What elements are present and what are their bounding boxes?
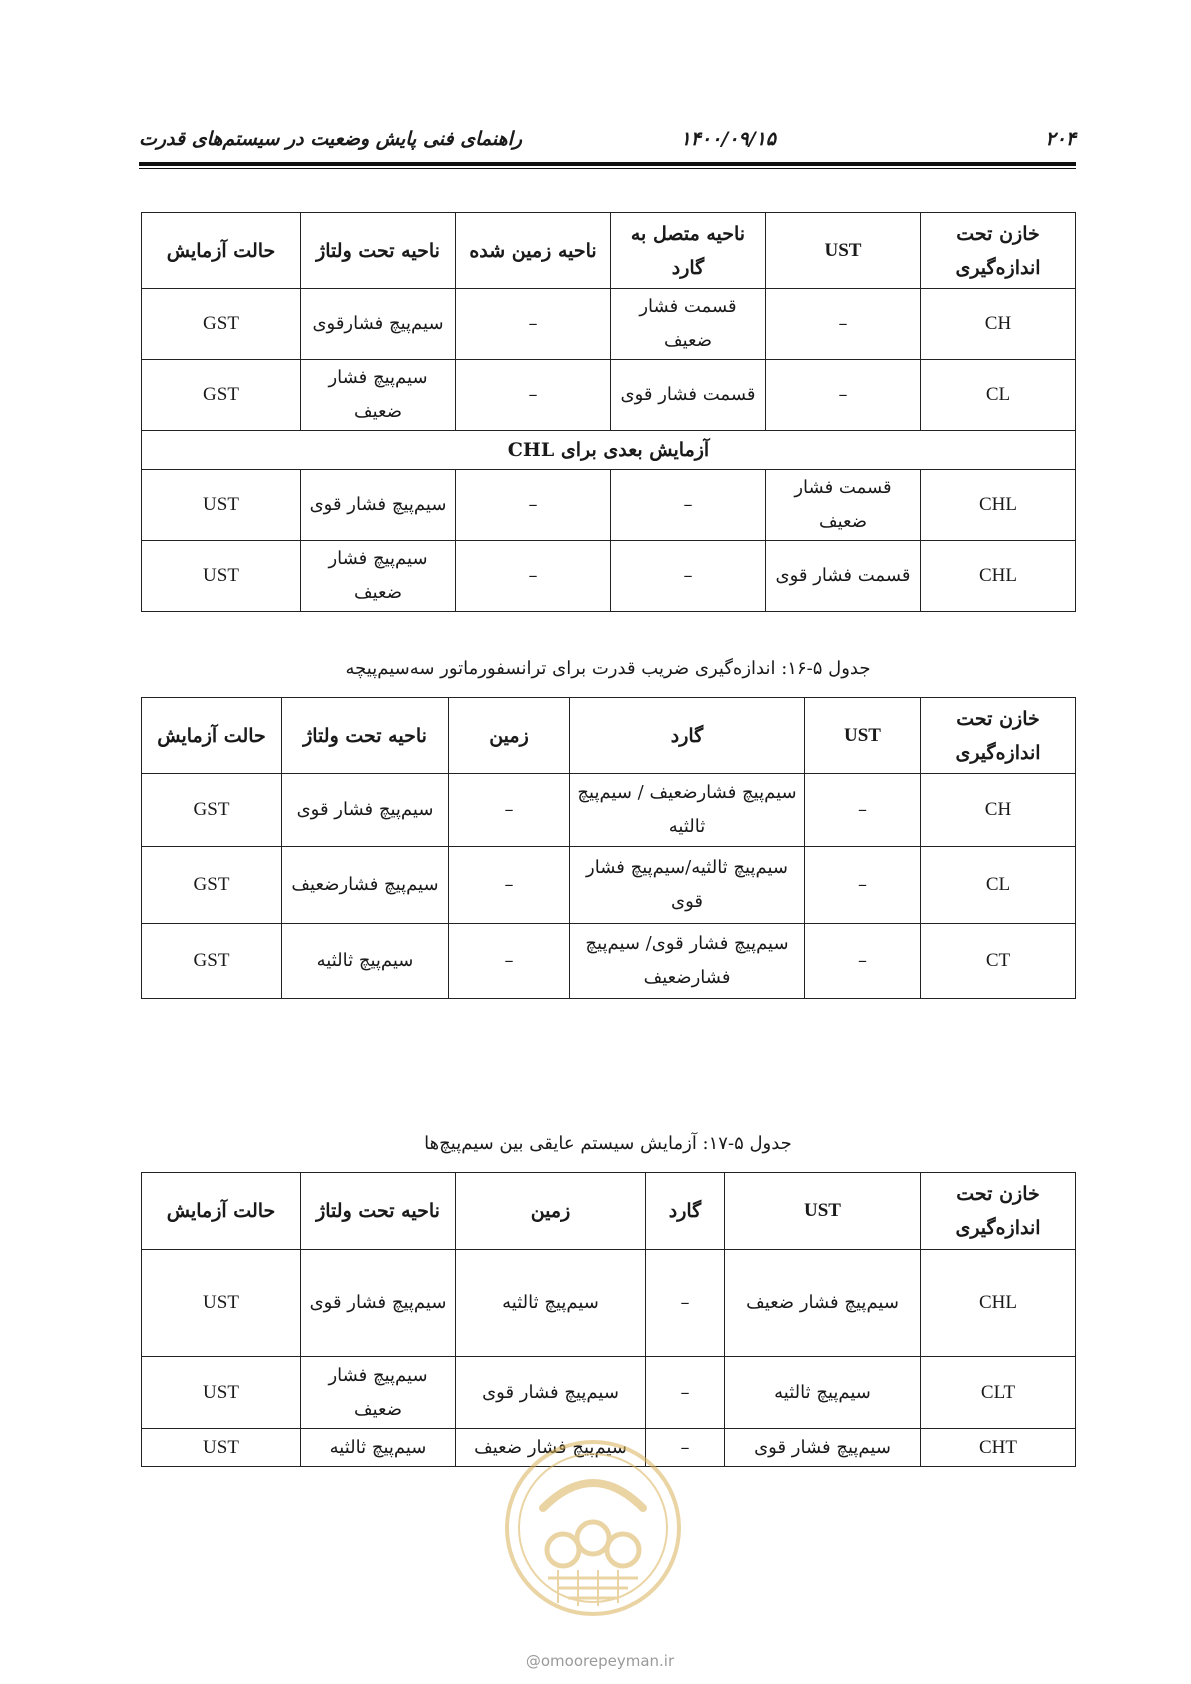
table-cell: – xyxy=(456,289,611,360)
table-header-cell: گارد xyxy=(646,1173,725,1250)
table-header-cell: UST xyxy=(766,213,921,289)
table-cell: – xyxy=(611,470,766,541)
header-rule-thick xyxy=(139,162,1076,166)
table-header-cell: ناحیه زمین شده xyxy=(456,213,611,289)
table-cell: UST xyxy=(142,1429,301,1467)
section-label: آزمایش بعدی برای CHL xyxy=(142,431,1076,470)
table-cell: UST xyxy=(142,541,301,612)
table-cell: سیم‌پیچ فشار قوی xyxy=(282,774,449,847)
table-cell: – xyxy=(646,1357,725,1429)
table-cell: GST xyxy=(142,847,282,924)
table-cell: CH xyxy=(921,774,1076,847)
table-cell: سیم‌پیچ فشار قوی xyxy=(301,470,456,541)
table-cell: CLT xyxy=(921,1357,1076,1429)
table-header-cell: زمین xyxy=(456,1173,646,1250)
table-cell: CH xyxy=(921,289,1076,360)
table-header-cell: حالت آزمایش xyxy=(142,698,282,774)
table-header-row xyxy=(142,213,1076,289)
table-row xyxy=(142,847,1076,924)
table-2 xyxy=(141,697,1076,999)
table-3 xyxy=(141,1172,1076,1467)
table-cell: – xyxy=(646,1429,725,1467)
table-cell: – xyxy=(456,541,611,612)
table-cell: – xyxy=(766,289,921,360)
table-cell: قسمت فشار قوی xyxy=(766,541,921,612)
table-cell: CHT xyxy=(921,1429,1076,1467)
table-2-caption: جدول ۵-۱۶: اندازه‌گیری ضریب قدرت برای ترانسفورماتور سه‌سیم‌پیچه xyxy=(345,658,871,679)
page-number: ۲۰۴ xyxy=(1045,128,1076,150)
watermark-url: @omoorepeyman.ir xyxy=(525,1652,675,1670)
table-row xyxy=(142,289,1076,360)
table-cell: قسمت فشار قوی xyxy=(611,360,766,431)
table-cell: – xyxy=(449,774,570,847)
table-header-cell: خازن تحت اندازه‌گیری xyxy=(921,1173,1076,1250)
header-date: ۱۴۰۰/۰۹/۱۵ xyxy=(680,128,776,150)
table-cell: GST xyxy=(142,289,301,360)
table-cell: سیم‌پیچ فشار قوی/ سیم‌پیچ فشارضعیف xyxy=(570,924,805,999)
table-1 xyxy=(141,212,1076,612)
table-cell: قسمت فشار ضعیف xyxy=(611,289,766,360)
table-cell: GST xyxy=(142,360,301,431)
table-header-cell: خازن تحت اندازه‌گیری xyxy=(921,698,1076,774)
table-row xyxy=(142,541,1076,612)
table-cell: سیم‌پیچ فشارضعیف xyxy=(282,847,449,924)
table-cell: سیم‌پیچ فشار ضعیف xyxy=(456,1429,646,1467)
table-cell: – xyxy=(805,847,921,924)
table-header-cell: ناحیه تحت ولتاژ xyxy=(301,1173,456,1250)
table-cell: GST xyxy=(142,924,282,999)
table-cell: CHL xyxy=(921,1250,1076,1357)
table-3-caption: جدول ۵-۱۷: آزمایش سیستم عایقی بین سیم‌پیچ‌ها xyxy=(424,1133,792,1154)
table-cell: سیم‌پیچ فشار ضعیف xyxy=(725,1250,921,1357)
table-cell: UST xyxy=(142,1250,301,1357)
table-cell: سیم‌پیچ ثالثیه/سیم‌پیچ فشار قوی xyxy=(570,847,805,924)
table-cell: – xyxy=(646,1250,725,1357)
table-cell: CHL xyxy=(921,541,1076,612)
table-cell: – xyxy=(449,924,570,999)
table-header-cell: ناحیه تحت ولتاژ xyxy=(282,698,449,774)
table-header-cell: خازن تحت اندازه‌گیری xyxy=(921,213,1076,289)
table-row xyxy=(142,470,1076,541)
table-cell: سیم‌پیچ فشارضعیف / سیم‌پیچ ثالثیه xyxy=(570,774,805,847)
table-header-cell: گارد xyxy=(570,698,805,774)
table-cell: – xyxy=(766,360,921,431)
table-cell: سیم‌پیچ فشار قوی xyxy=(725,1429,921,1467)
table-cell: سیم‌پیچ ثالثیه xyxy=(456,1250,646,1357)
table-cell: – xyxy=(805,774,921,847)
table-header-cell: حالت آزمایش xyxy=(142,213,301,289)
table-cell: UST xyxy=(142,470,301,541)
table-cell: UST xyxy=(142,1357,301,1429)
table-cell: – xyxy=(449,847,570,924)
table-header-cell: ناحیه تحت ولتاژ xyxy=(301,213,456,289)
table-row xyxy=(142,924,1076,999)
table-header-cell: زمین xyxy=(449,698,570,774)
header-title: راهنمای فنی پایش وضعیت در سیستم‌های قدرت xyxy=(139,128,523,150)
table-cell: سیم‌پیچ فشار قوی xyxy=(301,1250,456,1357)
table-header-cell: حالت آزمایش xyxy=(142,1173,301,1250)
table-cell: CL xyxy=(921,847,1076,924)
table-cell: سیم‌پیچ ثالثیه xyxy=(282,924,449,999)
header-rule-thin xyxy=(139,168,1076,169)
watermark-logo xyxy=(503,1438,683,1618)
table-cell: سیم‌پیچ ثالثیه xyxy=(725,1357,921,1429)
table-row xyxy=(142,774,1076,847)
table-row xyxy=(142,1357,1076,1429)
table-cell: قسمت فشار ضعیف xyxy=(766,470,921,541)
table-cell: سیم‌پیچ فشارقوی xyxy=(301,289,456,360)
table-cell: CHL xyxy=(921,470,1076,541)
table-header-cell: UST xyxy=(725,1173,921,1250)
table-row xyxy=(142,1250,1076,1357)
table-cell: CT xyxy=(921,924,1076,999)
table-cell: سیم‌پیچ فشار ضعیف xyxy=(301,541,456,612)
table-header-row xyxy=(142,698,1076,774)
table-cell: – xyxy=(805,924,921,999)
table-cell: – xyxy=(456,470,611,541)
table-cell: سیم‌پیچ فشار قوی xyxy=(456,1357,646,1429)
table-cell: سیم‌پیچ ثالثیه xyxy=(301,1429,456,1467)
table-cell: سیم‌پیچ فشار ضعیف xyxy=(301,360,456,431)
table-cell: – xyxy=(611,541,766,612)
table-header-row xyxy=(142,1173,1076,1250)
table-cell: CL xyxy=(921,360,1076,431)
table-row xyxy=(142,360,1076,431)
table-cell: GST xyxy=(142,774,282,847)
table-section-row xyxy=(142,431,1076,470)
table-header-cell: ناحیه متصل به گارد xyxy=(611,213,766,289)
table-cell: سیم‌پیچ فشار ضعیف xyxy=(301,1357,456,1429)
table-header-cell: UST xyxy=(805,698,921,774)
table-cell: – xyxy=(456,360,611,431)
